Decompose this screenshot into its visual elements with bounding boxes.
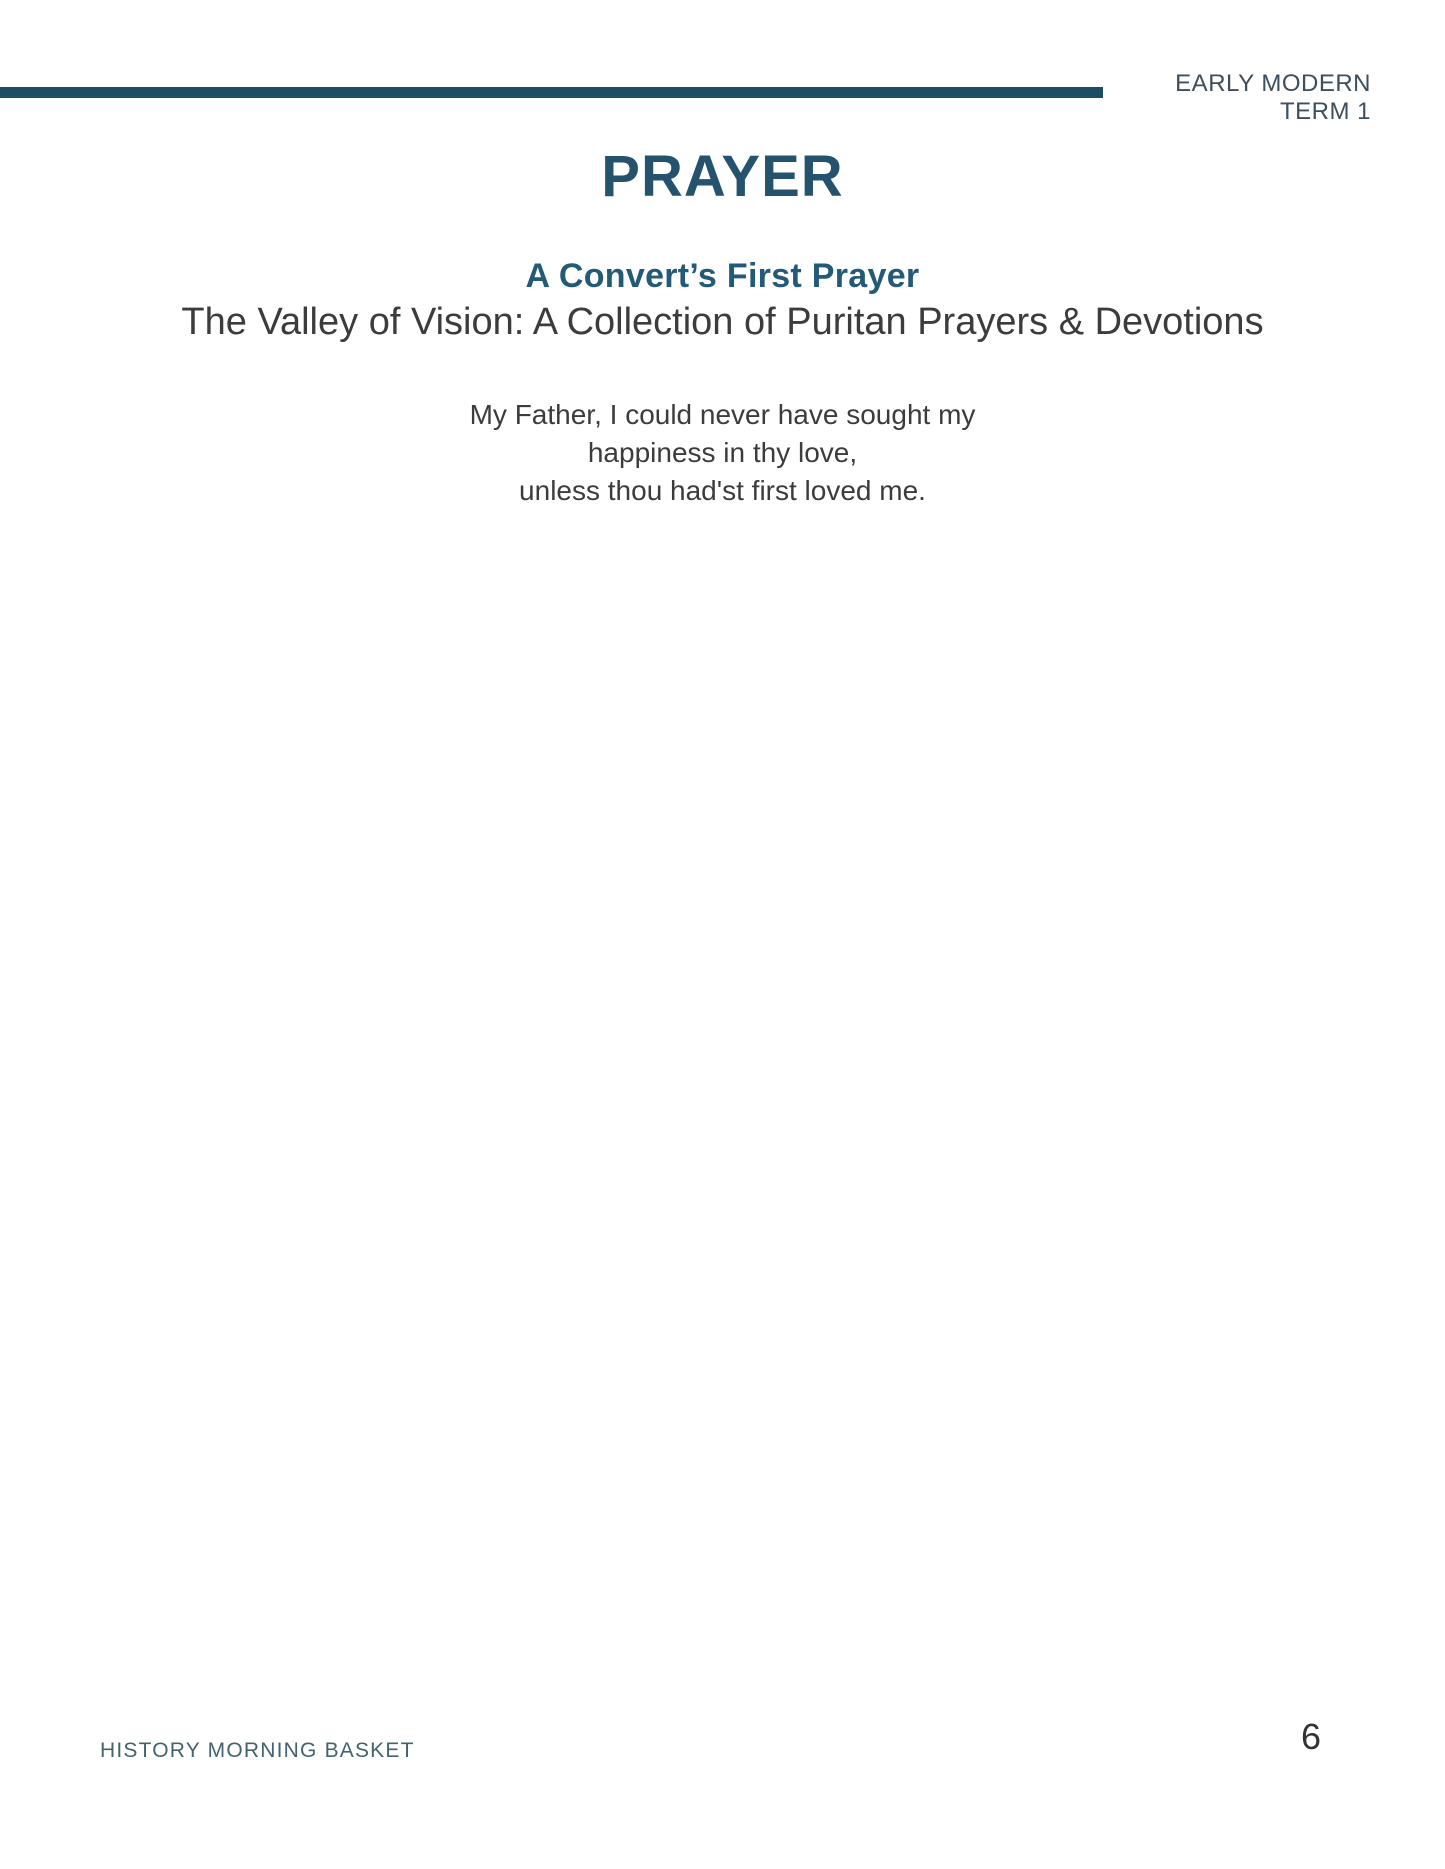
prayer-title: A Convert’s First Prayer [525,257,920,295]
header-rule [0,87,1103,98]
page-number: 6 [1300,1716,1321,1757]
prayer-line: unless thou had'st first loved me. [519,475,926,506]
prayer-text [0,396,1445,510]
prayer-line: My Father, I could never have sought my [469,399,976,430]
header-course-label: EARLY MODERN [1175,70,1371,97]
footer-label: HISTORY MORNING BASKET [100,1739,415,1762]
page-title: PRAYER [601,144,844,209]
prayer-line: happiness in thy love, [587,437,858,468]
header-meta [1175,70,1371,126]
prayer-source: The Valley of Vision: A Collection of Puritan Prayers & Devotions [181,301,1264,343]
header-term-label: TERM 1 [1279,98,1371,125]
